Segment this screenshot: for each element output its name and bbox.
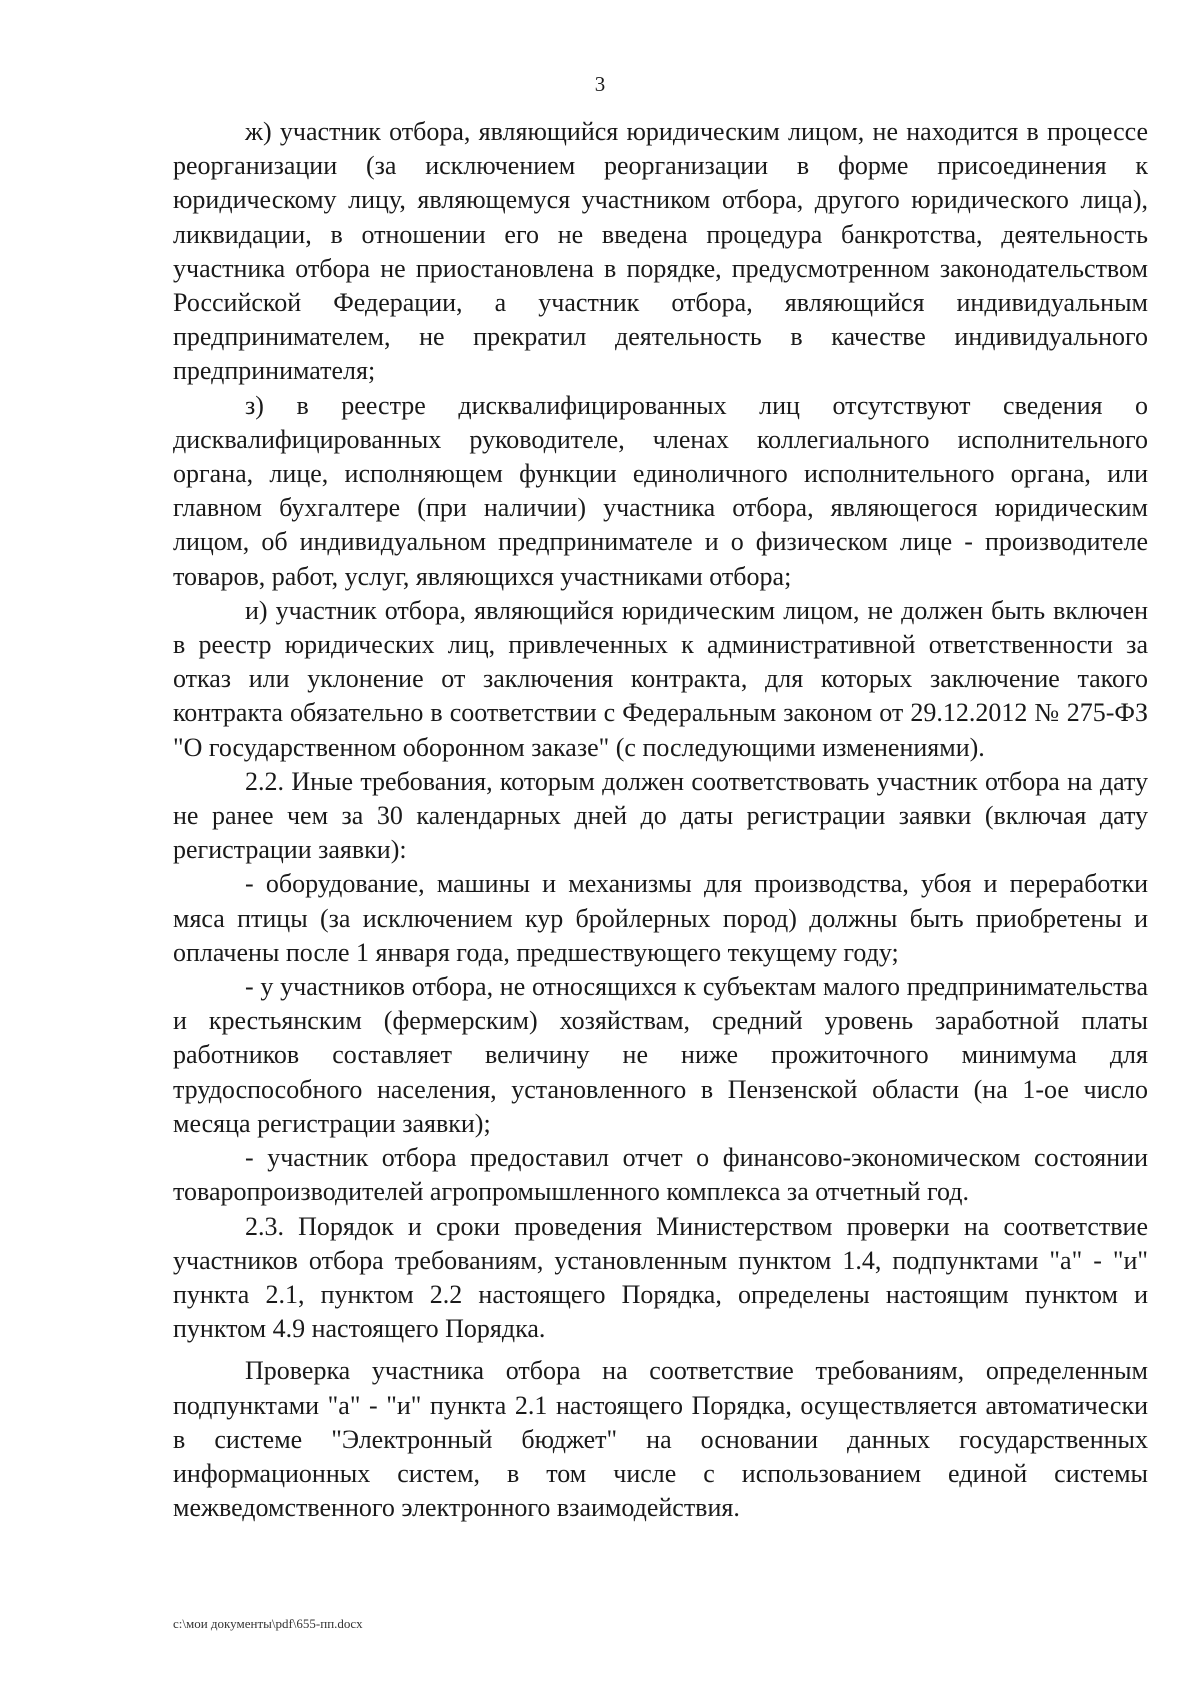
footer-file-path: c:\мои документы\pdf\655-пп.docx [173, 1616, 363, 1631]
paragraph-equipment: - оборудование, машины и механизмы для производства, убоя и переработки мяса птицы (за исключением кур бройлерных пород) должны быть приобретены и оплачены после 1 января года, предшествующего текущему году; [173, 869, 1148, 967]
paragraph-wages: - у участников отбора, не относящихся к субъектам малого предпринимательства и крестьянским (фермерским) хозяйствам, средний уровень заработной платы работников составляет величину не ниже прожиточного минимума для трудоспособного населения, установленного в Пензенской области (на 1-ое число месяца регистрации заявки); [173, 972, 1148, 1138]
paragraph-i: и) участник отбора, являющийся юридическим лицом, не должен быть включен в реестр юридических лиц, привлеченных к административной ответственности за отказ или уклонение от заключения контракта, для которых заключение такого контракта обязательно в соответствии с Федеральным законом от 29.12.2012 № 275-ФЗ "О государственном оборонном заказе" (с последующими изменениями). [173, 595, 1148, 762]
paragraph-2-2: 2.2. Иные требования, которым должен соответствовать участник отбора на дату не ранее чем за 30 календарных дней до даты регистрации заявки (включая дату регистрации заявки): [173, 766, 1148, 865]
page-number: 3 [594, 72, 606, 96]
paragraph-2-3: 2.3. Порядок и сроки проведения Министерством проверки на соответствие участников отбора требованиям, установленным пунктом 1.4, подпунктами "а" - "и" пункта 2.1, пунктом 2.2 настоящего Порядка, определены настоящим пунктом и пунктом 4.9 настоящего Порядка. [173, 1211, 1148, 1344]
document-body [173, 115, 1148, 1525]
paragraph-zh: ж) участник отбора, являющийся юридическим лицом, не находится в процессе реорганизации (за исключением реорганизации в форме присоединения к юридическому лицу, являющемуся участником отбора, другого юридического лица), ликвидации, в отношении его не введена процедура банкротства, деятельность участника отбора не приостановлена в порядке, предусмотренном законодательством Российской Федерации, а участник отбора, являющийся индивидуальным предпринимателем, не прекратил деятельность в качестве индивидуального предпринимателя; [173, 117, 1148, 386]
paragraph-verification: Проверка участника отбора на соответствие требованиям, определенным подпунктами "а" - "и" пункта 2.1 настоящего Порядка, осуществляется автоматически в системе "Электронный бюджет" на основании данных государственных информационных систем, в том числе с использованием единой системы межведомственного электронного взаимодействия. [173, 1356, 1148, 1523]
paragraph-z: з) в реестре дисквалифицированных лиц отсутствуют сведения о дисквалифицированных руководителе, членах коллегиального исполнительного органа, лице, исполняющем функции единоличного исполнительного органа, или главном бухгалтере (при наличии) участника отбора, являющегося юридическим лицом, об индивидуальном предпринимателе и о физическом лице - производителе товаров, работ, услуг, являющихся участниками отбора; [173, 390, 1148, 591]
paragraph-report: - участник отбора предоставил отчет о финансово-экономическом состоянии товаропроизводителей агропромышленного комплекса за отчетный год. [173, 1143, 1148, 1207]
